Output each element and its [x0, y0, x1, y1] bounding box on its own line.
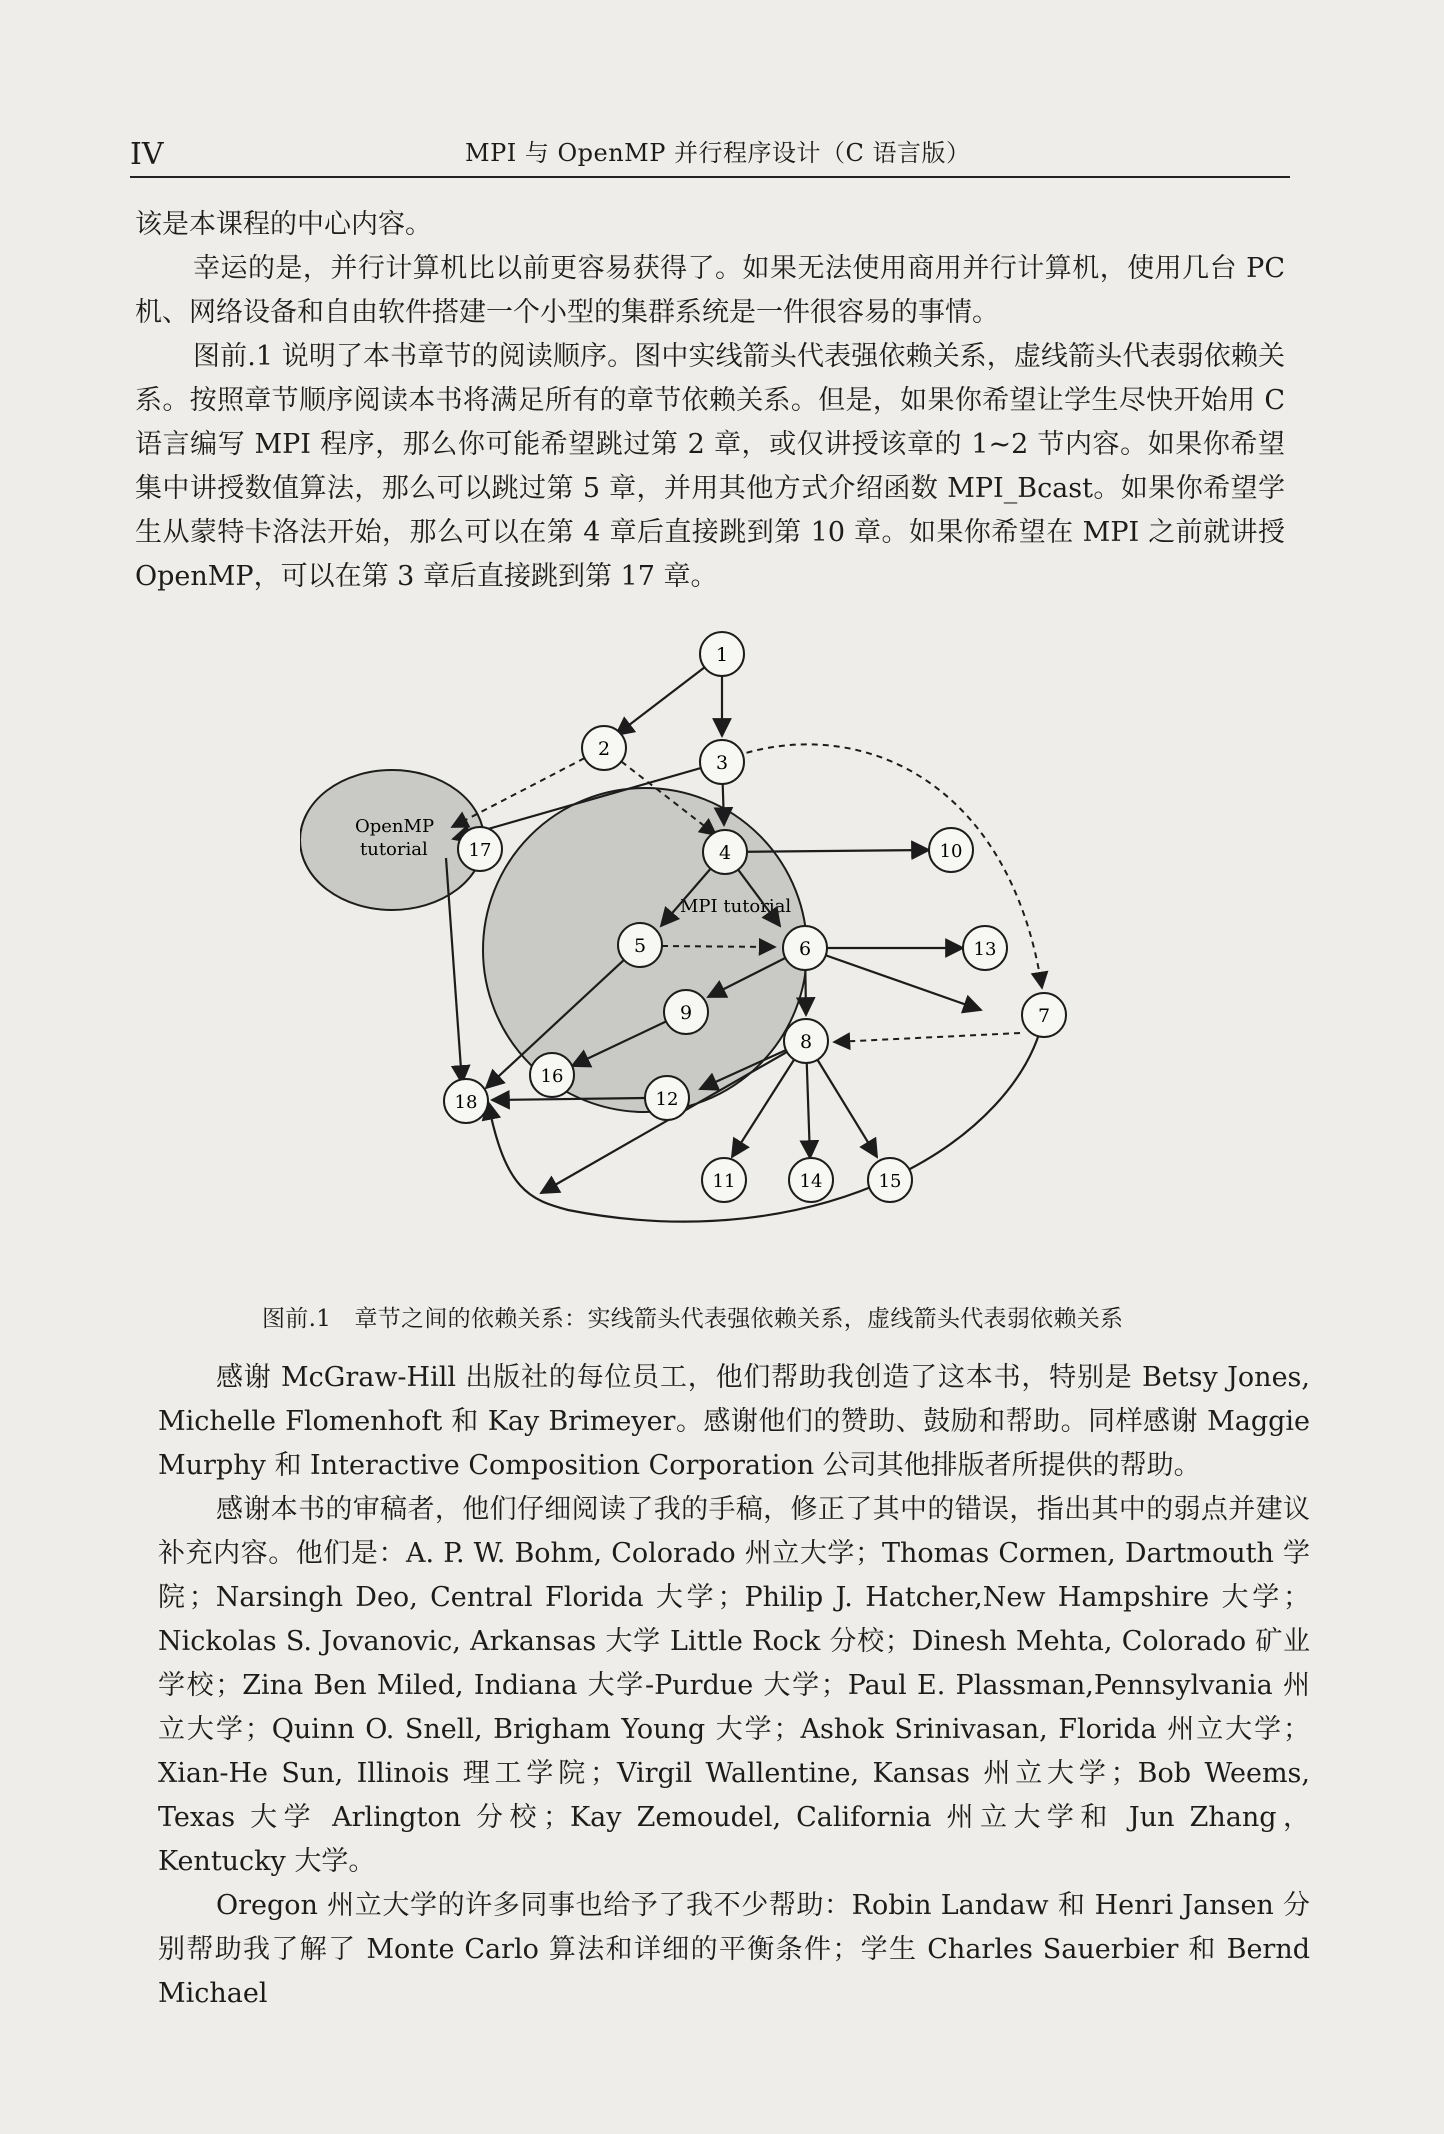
chapter-node-13 [963, 926, 1007, 970]
mpi-region-label: MPI tutorial [680, 896, 792, 917]
chapter-node-7 [1022, 993, 1066, 1037]
svg-text:16: 16 [540, 1066, 564, 1087]
svg-text:13: 13 [973, 939, 997, 960]
svg-text:6: 6 [798, 938, 812, 960]
edge-7-8 [834, 1033, 1020, 1042]
dependency-figure [300, 620, 1140, 1280]
chapter-node-6 [783, 926, 827, 970]
chapter-node-2 [582, 726, 626, 770]
paragraph: 感谢 McGraw-Hill 出版社的每位员工，他们帮助我创造了这本书，特别是 Betsy Jones, Michelle Flomenhoft 和 Kay Brimeyer。感谢他们的赞助、鼓励和帮助。同样感谢 Maggie Murphy 和 Interactive Composition Corporation 公司其他排版者所提供的帮助。 [158, 1362, 1311, 1481]
svg-text:12: 12 [655, 1089, 679, 1110]
svg-text:14: 14 [799, 1171, 823, 1192]
chapter-node-4 [703, 830, 747, 874]
chapter-node-1 [700, 632, 744, 676]
chapter-node-9 [664, 990, 708, 1034]
openmp-region-label: tutorial [360, 839, 428, 860]
paragraph: Oregon 州立大学的许多同事也给予了我不少帮助：Robin Landaw 和 Henri Jansen 分别帮助我了解了 Monte Carlo 算法和详细的平衡条件；学生 Charles Sauerbier 和 Bernd Michael [158, 1890, 1310, 2009]
svg-text:1: 1 [715, 644, 729, 666]
svg-text:15: 15 [878, 1171, 902, 1192]
text-block-bottom [158, 1356, 1310, 2016]
paragraph: 感谢本书的审稿者，他们仔细阅读了我的手稿，修正了其中的错误，指出其中的弱点并建议补充内容。他们是：A. P. W. Bohm, Colorado 州立大学；Thomas Cormen, Dartmouth 学院；Narsingh Deo, Central Florida 大学；Philip J. Hatcher,New Hampshire 大学；Nickolas S. Jovanovic, Arkansas 大学 Little Rock 分校；Dinesh Mehta, Colorado 矿业学校；Zina Ben Miled, Indiana 大学-Purdue 大学；Paul E. Plassman,Pennsylvania 州立大学；Quinn O. Snell, Brigham Young 大学；Ashok Srinivasan, Florida 州立大学；Xian-He Sun, Illinois 理工学院；Virgil Wallentine, Kansas 州立大学；Bob Weems, Texas 大学 Arlington 分校；Kay Zemoudel, California 州立大学和 Jun Zhang，Kentucky 大学。 [158, 1494, 1310, 1877]
chapter-node-16 [530, 1053, 574, 1097]
dependency-graph [300, 620, 1140, 1280]
paragraph: 图前.1 说明了本书章节的阅读顺序。图中实线箭头代表强依赖关系，虚线箭头代表弱依赖关系。按照章节顺序阅读本书将满足所有的章节依赖关系。但是，如果你希望让学生尽快开始用 C 语言编写 MPI 程序，那么你可能希望跳过第 2 章，或仅讲授该章的 1~2 节内容。如果你希望集中讲授数值算法，那么可以跳过第 5 章，并用其他方式介绍函数 MPI_Bcast。如果你希望学生从蒙特卡洛法开始，那么可以在第 4 章后直接跳到第 10 章。如果你希望在 MPI 之前就讲授 OpenMP，可以在第 3 章后直接跳到第 17 章。 [135, 341, 1285, 592]
chapter-node-11 [702, 1158, 746, 1202]
svg-text:10: 10 [939, 841, 963, 862]
svg-text:5: 5 [633, 935, 647, 957]
svg-text:18: 18 [454, 1092, 478, 1113]
chapter-node-3 [700, 740, 744, 784]
paragraph: 该是本课程的中心内容。 [135, 209, 432, 240]
figure-caption: 图前.1 章节之间的依赖关系：实线箭头代表强依赖关系，虚线箭头代表弱依赖关系 [262, 1306, 1124, 1332]
chapter-node-8 [784, 1019, 828, 1063]
openmp-region-label: OpenMP [355, 816, 435, 837]
svg-text:2: 2 [597, 738, 611, 760]
svg-text:3: 3 [715, 752, 729, 774]
svg-text:11: 11 [712, 1171, 736, 1192]
chapter-node-10 [929, 828, 973, 872]
book-title: MPI 与 OpenMP 并行程序设计（C 语言版） [465, 139, 971, 167]
chapter-node-12 [645, 1076, 689, 1120]
svg-text:17: 17 [468, 840, 492, 861]
chapter-node-15 [868, 1158, 912, 1202]
chapter-node-5 [618, 923, 662, 967]
chapter-node-14 [789, 1158, 833, 1202]
svg-text:7: 7 [1037, 1005, 1051, 1027]
running-header [130, 130, 1290, 178]
svg-text:4: 4 [718, 842, 732, 864]
edge-6-7 [805, 948, 981, 1010]
chapter-node-17 [458, 827, 502, 871]
text-block-top [135, 203, 1285, 599]
svg-text:9: 9 [679, 1002, 693, 1024]
chapter-node-18 [444, 1079, 488, 1123]
svg-text:8: 8 [799, 1031, 813, 1053]
page-number: IV [130, 137, 164, 172]
paragraph: 幸运的是，并行计算机比以前更容易获得了。如果无法使用商用并行计算机，使用几台 PC 机、网络设备和自由软件搭建一个小型的集群系统是一件很容易的事情。 [135, 253, 1285, 328]
